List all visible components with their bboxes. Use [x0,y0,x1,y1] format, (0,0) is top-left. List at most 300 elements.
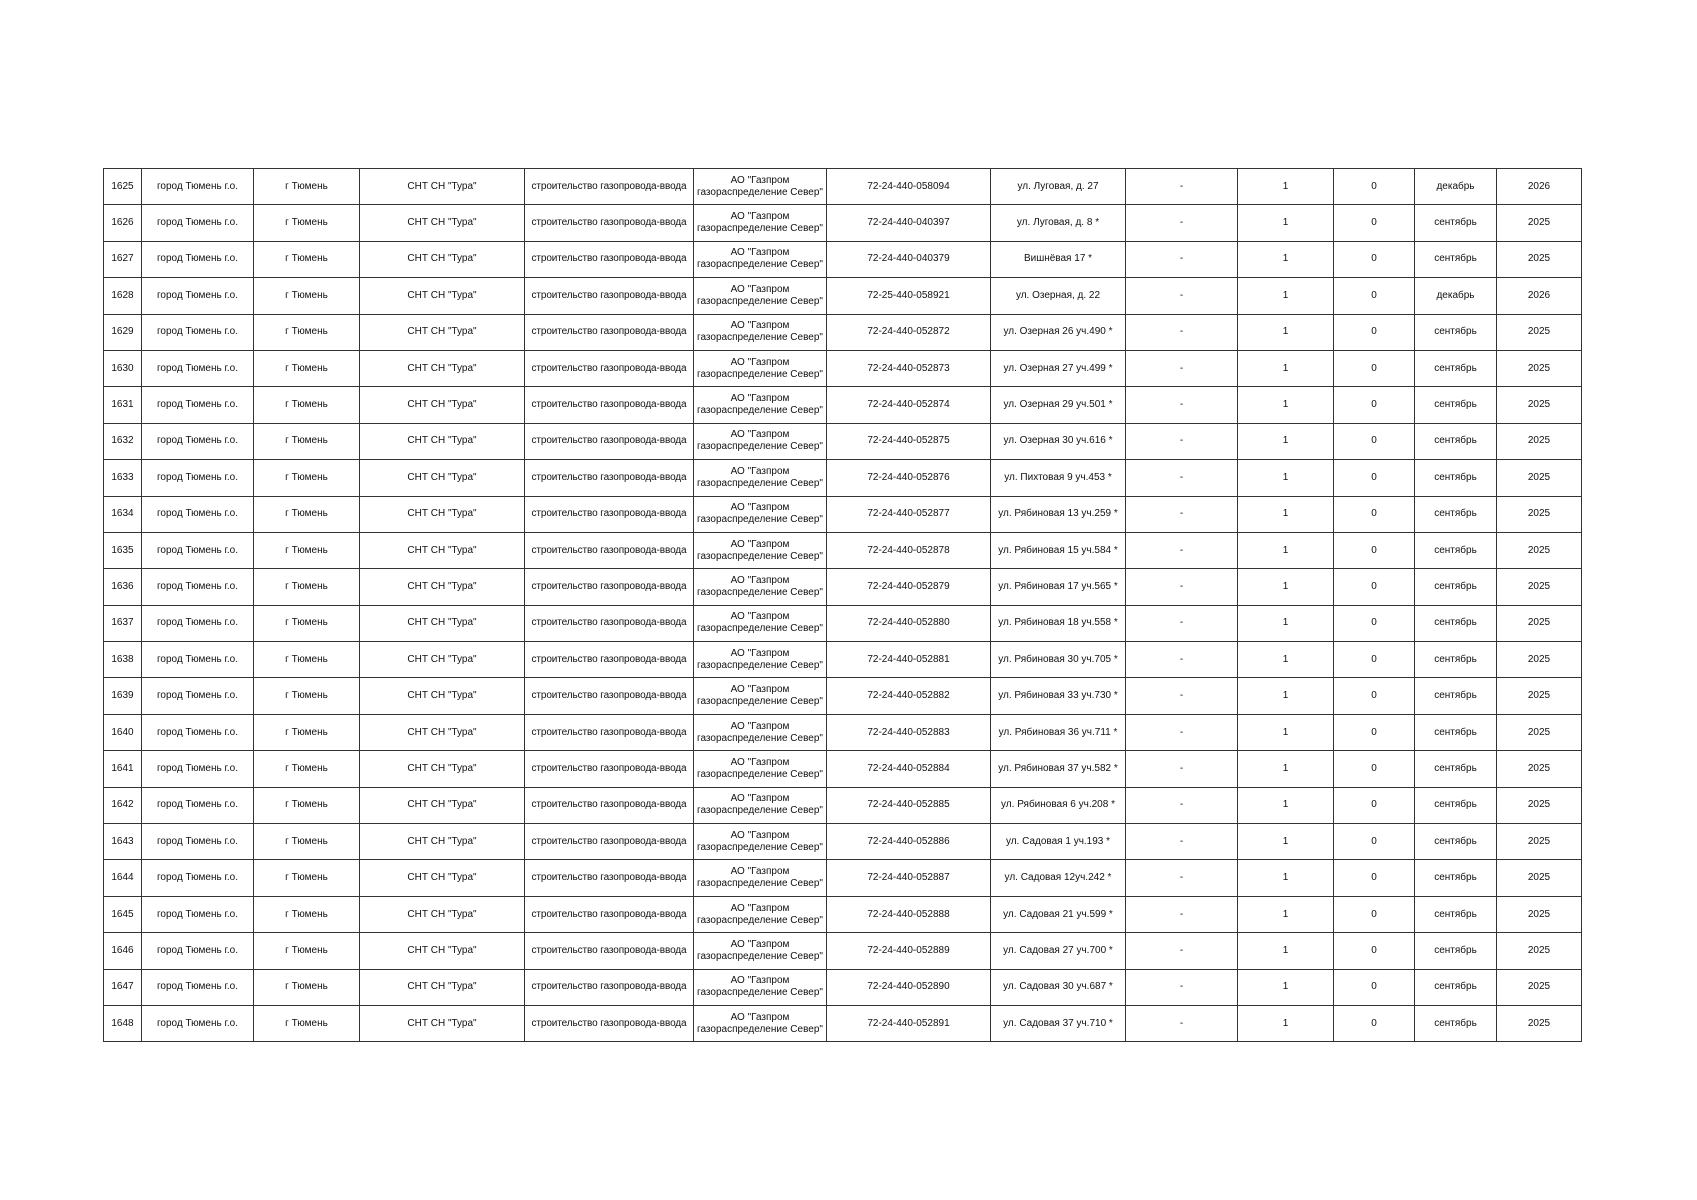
application-number-cell: 72-24-440-052878 [827,532,991,568]
dash-cell: - [1126,751,1238,787]
address-cell: ул. Рябиновая 15 уч.584 * [991,532,1126,568]
zero-cell: 0 [1334,1005,1415,1041]
row-number-cell: 1635 [104,532,142,568]
row-number-cell: 1634 [104,496,142,532]
municipality-cell: город Тюмень г.о. [142,387,254,423]
dash-cell: - [1126,241,1238,277]
table-row [104,714,1582,750]
year-cell: 2025 [1497,605,1582,641]
zero-cell: 0 [1334,205,1415,241]
zero-cell: 0 [1334,605,1415,641]
city-cell: г Тюмень [254,714,360,750]
table-row [104,605,1582,641]
organization-cell: АО "Газпром газораспределение Север" [694,460,827,496]
year-cell: 2025 [1497,314,1582,350]
municipality-cell: город Тюмень г.о. [142,824,254,860]
year-cell: 2025 [1497,569,1582,605]
city-cell: г Тюмень [254,460,360,496]
city-cell: г Тюмень [254,169,360,205]
city-cell: г Тюмень [254,751,360,787]
month-cell: сентябрь [1415,824,1497,860]
application-number-cell: 72-24-440-040397 [827,205,991,241]
municipality-cell: город Тюмень г.о. [142,169,254,205]
month-cell: сентябрь [1415,496,1497,532]
city-cell: г Тюмень [254,896,360,932]
year-cell: 2025 [1497,787,1582,823]
work-type-cell: строительство газопровода-ввода [525,751,694,787]
zero-cell: 0 [1334,423,1415,459]
address-cell: ул. Луговая, д. 27 [991,169,1126,205]
table-row [104,896,1582,932]
organization-cell: АО "Газпром газораспределение Север" [694,860,827,896]
application-number-cell: 72-24-440-058094 [827,169,991,205]
work-type-cell: строительство газопровода-ввода [525,350,694,386]
settlement-cell: СНТ СН "Тура" [360,314,525,350]
row-number-cell: 1633 [104,460,142,496]
municipality-cell: город Тюмень г.о. [142,860,254,896]
organization-cell: АО "Газпром газораспределение Север" [694,605,827,641]
dash-cell: - [1126,496,1238,532]
table-row [104,205,1582,241]
work-type-cell: строительство газопровода-ввода [525,605,694,641]
work-type-cell: строительство газопровода-ввода [525,241,694,277]
table-row [104,787,1582,823]
quantity-cell: 1 [1238,1005,1334,1041]
municipality-cell: город Тюмень г.о. [142,278,254,314]
row-number-cell: 1643 [104,824,142,860]
table-row [104,532,1582,568]
month-cell: сентябрь [1415,678,1497,714]
city-cell: г Тюмень [254,860,360,896]
quantity-cell: 1 [1238,933,1334,969]
dash-cell: - [1126,350,1238,386]
organization-cell: АО "Газпром газораспределение Север" [694,205,827,241]
address-cell: ул. Рябиновая 18 уч.558 * [991,605,1126,641]
year-cell: 2025 [1497,350,1582,386]
month-cell: сентябрь [1415,751,1497,787]
municipality-cell: город Тюмень г.о. [142,678,254,714]
address-cell: ул. Луговая, д. 8 * [991,205,1126,241]
work-type-cell: строительство газопровода-ввода [525,569,694,605]
city-cell: г Тюмень [254,969,360,1005]
organization-cell: АО "Газпром газораспределение Север" [694,969,827,1005]
row-number-cell: 1627 [104,241,142,277]
quantity-cell: 1 [1238,532,1334,568]
table-row [104,933,1582,969]
month-cell: сентябрь [1415,241,1497,277]
city-cell: г Тюмень [254,678,360,714]
row-number-cell: 1646 [104,933,142,969]
application-number-cell: 72-24-440-052886 [827,824,991,860]
address-cell: ул. Рябиновая 37 уч.582 * [991,751,1126,787]
organization-cell: АО "Газпром газораспределение Север" [694,678,827,714]
settlement-cell: СНТ СН "Тура" [360,532,525,568]
organization-cell: АО "Газпром газораспределение Север" [694,933,827,969]
dash-cell: - [1126,714,1238,750]
settlement-cell: СНТ СН "Тура" [360,350,525,386]
address-cell: ул. Озерная 26 уч.490 * [991,314,1126,350]
address-cell: ул. Рябиновая 33 уч.730 * [991,678,1126,714]
city-cell: г Тюмень [254,1005,360,1041]
month-cell: сентябрь [1415,642,1497,678]
zero-cell: 0 [1334,460,1415,496]
city-cell: г Тюмень [254,423,360,459]
settlement-cell: СНТ СН "Тура" [360,387,525,423]
organization-cell: АО "Газпром газораспределение Север" [694,569,827,605]
table-row [104,642,1582,678]
row-number-cell: 1647 [104,969,142,1005]
quantity-cell: 1 [1238,387,1334,423]
settlement-cell: СНТ СН "Тура" [360,496,525,532]
municipality-cell: город Тюмень г.о. [142,460,254,496]
settlement-cell: СНТ СН "Тура" [360,278,525,314]
municipality-cell: город Тюмень г.о. [142,642,254,678]
dash-cell: - [1126,1005,1238,1041]
organization-cell: АО "Газпром газораспределение Север" [694,169,827,205]
settlement-cell: СНТ СН "Тура" [360,1005,525,1041]
organization-cell: АО "Газпром газораспределение Север" [694,642,827,678]
municipality-cell: город Тюмень г.о. [142,933,254,969]
organization-cell: АО "Газпром газораспределение Север" [694,496,827,532]
city-cell: г Тюмень [254,569,360,605]
year-cell: 2025 [1497,423,1582,459]
zero-cell: 0 [1334,969,1415,1005]
year-cell: 2025 [1497,532,1582,568]
zero-cell: 0 [1334,678,1415,714]
dash-cell: - [1126,532,1238,568]
work-type-cell: строительство газопровода-ввода [525,460,694,496]
zero-cell: 0 [1334,387,1415,423]
municipality-cell: город Тюмень г.о. [142,423,254,459]
organization-cell: АО "Газпром газораспределение Север" [694,714,827,750]
month-cell: сентябрь [1415,205,1497,241]
month-cell: сентябрь [1415,423,1497,459]
settlement-cell: СНТ СН "Тура" [360,896,525,932]
month-cell: сентябрь [1415,314,1497,350]
year-cell: 2025 [1497,933,1582,969]
quantity-cell: 1 [1238,496,1334,532]
application-number-cell: 72-24-440-040379 [827,241,991,277]
year-cell: 2025 [1497,387,1582,423]
city-cell: г Тюмень [254,532,360,568]
quantity-cell: 1 [1238,787,1334,823]
dash-cell: - [1126,642,1238,678]
row-number-cell: 1636 [104,569,142,605]
year-cell: 2025 [1497,1005,1582,1041]
table-row [104,314,1582,350]
application-number-cell: 72-24-440-052880 [827,605,991,641]
year-cell: 2026 [1497,278,1582,314]
quantity-cell: 1 [1238,969,1334,1005]
address-cell: Вишнёвая 17 * [991,241,1126,277]
application-number-cell: 72-24-440-052879 [827,569,991,605]
zero-cell: 0 [1334,350,1415,386]
table-row [104,423,1582,459]
table-row [104,860,1582,896]
organization-cell: АО "Газпром газораспределение Север" [694,787,827,823]
city-cell: г Тюмень [254,605,360,641]
year-cell: 2025 [1497,969,1582,1005]
table-row [104,496,1582,532]
year-cell: 2025 [1497,205,1582,241]
month-cell: сентябрь [1415,860,1497,896]
municipality-cell: город Тюмень г.о. [142,751,254,787]
work-type-cell: строительство газопровода-ввода [525,933,694,969]
gas-connection-table [103,168,1582,1042]
quantity-cell: 1 [1238,860,1334,896]
city-cell: г Тюмень [254,205,360,241]
zero-cell: 0 [1334,860,1415,896]
application-number-cell: 72-24-440-052885 [827,787,991,823]
zero-cell: 0 [1334,824,1415,860]
application-number-cell: 72-24-440-052881 [827,642,991,678]
table-row [104,569,1582,605]
year-cell: 2025 [1497,678,1582,714]
application-number-cell: 72-24-440-052887 [827,860,991,896]
dash-cell: - [1126,605,1238,641]
organization-cell: АО "Газпром газораспределение Север" [694,1005,827,1041]
zero-cell: 0 [1334,169,1415,205]
city-cell: г Тюмень [254,787,360,823]
year-cell: 2026 [1497,169,1582,205]
row-number-cell: 1628 [104,278,142,314]
quantity-cell: 1 [1238,423,1334,459]
zero-cell: 0 [1334,241,1415,277]
address-cell: ул. Садовая 21 уч.599 * [991,896,1126,932]
year-cell: 2025 [1497,241,1582,277]
zero-cell: 0 [1334,496,1415,532]
table-row [104,241,1582,277]
municipality-cell: город Тюмень г.о. [142,714,254,750]
application-number-cell: 72-24-440-052890 [827,969,991,1005]
settlement-cell: СНТ СН "Тура" [360,423,525,459]
address-cell: ул. Рябиновая 30 уч.705 * [991,642,1126,678]
application-number-cell: 72-24-440-052877 [827,496,991,532]
zero-cell: 0 [1334,569,1415,605]
table-row [104,350,1582,386]
quantity-cell: 1 [1238,350,1334,386]
table-row [104,1005,1582,1041]
zero-cell: 0 [1334,278,1415,314]
row-number-cell: 1648 [104,1005,142,1041]
address-cell: ул. Пихтовая 9 уч.453 * [991,460,1126,496]
city-cell: г Тюмень [254,496,360,532]
quantity-cell: 1 [1238,569,1334,605]
organization-cell: АО "Газпром газораспределение Север" [694,278,827,314]
organization-cell: АО "Газпром газораспределение Север" [694,824,827,860]
settlement-cell: СНТ СН "Тура" [360,169,525,205]
table-row [104,169,1582,205]
zero-cell: 0 [1334,532,1415,568]
dash-cell: - [1126,423,1238,459]
month-cell: сентябрь [1415,969,1497,1005]
quantity-cell: 1 [1238,824,1334,860]
quantity-cell: 1 [1238,642,1334,678]
settlement-cell: СНТ СН "Тура" [360,714,525,750]
settlement-cell: СНТ СН "Тура" [360,969,525,1005]
organization-cell: АО "Газпром газораспределение Север" [694,423,827,459]
work-type-cell: строительство газопровода-ввода [525,496,694,532]
city-cell: г Тюмень [254,278,360,314]
work-type-cell: строительство газопровода-ввода [525,532,694,568]
quantity-cell: 1 [1238,205,1334,241]
application-number-cell: 72-24-440-052882 [827,678,991,714]
address-cell: ул. Садовая 27 уч.700 * [991,933,1126,969]
municipality-cell: город Тюмень г.о. [142,896,254,932]
address-cell: ул. Садовая 12уч.242 * [991,860,1126,896]
municipality-cell: город Тюмень г.о. [142,605,254,641]
address-cell: ул. Озерная, д. 22 [991,278,1126,314]
month-cell: сентябрь [1415,569,1497,605]
row-number-cell: 1644 [104,860,142,896]
row-number-cell: 1642 [104,787,142,823]
month-cell: декабрь [1415,169,1497,205]
city-cell: г Тюмень [254,241,360,277]
settlement-cell: СНТ СН "Тура" [360,642,525,678]
work-type-cell: строительство газопровода-ввода [525,714,694,750]
row-number-cell: 1626 [104,205,142,241]
zero-cell: 0 [1334,896,1415,932]
settlement-cell: СНТ СН "Тура" [360,241,525,277]
settlement-cell: СНТ СН "Тура" [360,933,525,969]
year-cell: 2025 [1497,460,1582,496]
work-type-cell: строительство газопровода-ввода [525,824,694,860]
work-type-cell: строительство газопровода-ввода [525,423,694,459]
year-cell: 2025 [1497,751,1582,787]
dash-cell: - [1126,896,1238,932]
zero-cell: 0 [1334,933,1415,969]
zero-cell: 0 [1334,751,1415,787]
settlement-cell: СНТ СН "Тура" [360,678,525,714]
work-type-cell: строительство газопровода-ввода [525,678,694,714]
table-row [104,824,1582,860]
settlement-cell: СНТ СН "Тура" [360,460,525,496]
quantity-cell: 1 [1238,751,1334,787]
address-cell: ул. Озерная 27 уч.499 * [991,350,1126,386]
row-number-cell: 1625 [104,169,142,205]
municipality-cell: город Тюмень г.о. [142,1005,254,1041]
work-type-cell: строительство газопровода-ввода [525,169,694,205]
dash-cell: - [1126,678,1238,714]
address-cell: ул. Рябиновая 13 уч.259 * [991,496,1126,532]
settlement-cell: СНТ СН "Тура" [360,860,525,896]
row-number-cell: 1638 [104,642,142,678]
table-row [104,460,1582,496]
month-cell: сентябрь [1415,714,1497,750]
municipality-cell: город Тюмень г.о. [142,205,254,241]
organization-cell: АО "Газпром газораспределение Север" [694,314,827,350]
zero-cell: 0 [1334,642,1415,678]
work-type-cell: строительство газопровода-ввода [525,896,694,932]
row-number-cell: 1645 [104,896,142,932]
quantity-cell: 1 [1238,714,1334,750]
year-cell: 2025 [1497,642,1582,678]
month-cell: сентябрь [1415,350,1497,386]
work-type-cell: строительство газопровода-ввода [525,205,694,241]
year-cell: 2025 [1497,896,1582,932]
application-number-cell: 72-24-440-052876 [827,460,991,496]
table-row [104,969,1582,1005]
settlement-cell: СНТ СН "Тура" [360,824,525,860]
table-body [104,169,1582,1042]
table-row [104,278,1582,314]
organization-cell: АО "Газпром газораспределение Север" [694,350,827,386]
settlement-cell: СНТ СН "Тура" [360,787,525,823]
address-cell: ул. Озерная 29 уч.501 * [991,387,1126,423]
month-cell: сентябрь [1415,387,1497,423]
quantity-cell: 1 [1238,169,1334,205]
year-cell: 2025 [1497,860,1582,896]
month-cell: сентябрь [1415,460,1497,496]
zero-cell: 0 [1334,787,1415,823]
quantity-cell: 1 [1238,241,1334,277]
organization-cell: АО "Газпром газораспределение Север" [694,532,827,568]
quantity-cell: 1 [1238,460,1334,496]
row-number-cell: 1632 [104,423,142,459]
work-type-cell: строительство газопровода-ввода [525,787,694,823]
organization-cell: АО "Газпром газораспределение Север" [694,387,827,423]
row-number-cell: 1640 [104,714,142,750]
row-number-cell: 1641 [104,751,142,787]
municipality-cell: город Тюмень г.о. [142,241,254,277]
row-number-cell: 1630 [104,350,142,386]
work-type-cell: строительство газопровода-ввода [525,860,694,896]
table-row [104,751,1582,787]
month-cell: декабрь [1415,278,1497,314]
dash-cell: - [1126,169,1238,205]
dash-cell: - [1126,860,1238,896]
row-number-cell: 1629 [104,314,142,350]
row-number-cell: 1639 [104,678,142,714]
application-number-cell: 72-24-440-052884 [827,751,991,787]
dash-cell: - [1126,969,1238,1005]
application-number-cell: 72-25-440-058921 [827,278,991,314]
dash-cell: - [1126,205,1238,241]
quantity-cell: 1 [1238,278,1334,314]
dash-cell: - [1126,460,1238,496]
year-cell: 2025 [1497,496,1582,532]
settlement-cell: СНТ СН "Тура" [360,751,525,787]
application-number-cell: 72-24-440-052874 [827,387,991,423]
work-type-cell: строительство газопровода-ввода [525,314,694,350]
organization-cell: АО "Газпром газораспределение Север" [694,241,827,277]
quantity-cell: 1 [1238,896,1334,932]
city-cell: г Тюмень [254,824,360,860]
settlement-cell: СНТ СН "Тура" [360,605,525,641]
municipality-cell: город Тюмень г.о. [142,969,254,1005]
month-cell: сентябрь [1415,605,1497,641]
work-type-cell: строительство газопровода-ввода [525,642,694,678]
address-cell: ул. Садовая 37 уч.710 * [991,1005,1126,1041]
application-number-cell: 72-24-440-052873 [827,350,991,386]
year-cell: 2025 [1497,714,1582,750]
application-number-cell: 72-24-440-052891 [827,1005,991,1041]
month-cell: сентябрь [1415,933,1497,969]
address-cell: ул. Садовая 1 уч.193 * [991,824,1126,860]
quantity-cell: 1 [1238,678,1334,714]
dash-cell: - [1126,569,1238,605]
municipality-cell: город Тюмень г.о. [142,496,254,532]
city-cell: г Тюмень [254,350,360,386]
municipality-cell: город Тюмень г.о. [142,787,254,823]
application-number-cell: 72-24-440-052872 [827,314,991,350]
settlement-cell: СНТ СН "Тура" [360,569,525,605]
city-cell: г Тюмень [254,642,360,678]
zero-cell: 0 [1334,714,1415,750]
work-type-cell: строительство газопровода-ввода [525,1005,694,1041]
dash-cell: - [1126,387,1238,423]
application-number-cell: 72-24-440-052875 [827,423,991,459]
